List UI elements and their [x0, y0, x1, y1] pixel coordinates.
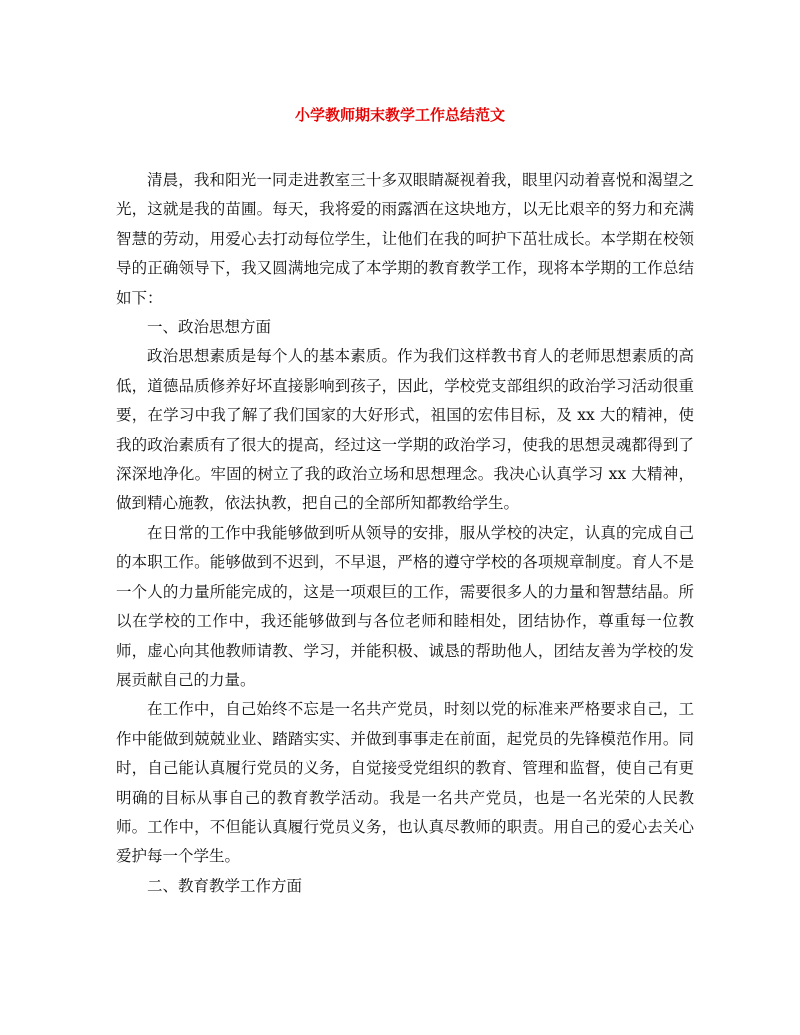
politics-paragraph-3: 在工作中，自己始终不忘是一名共产党员，时刻以党的标准来严格要求自己，工作中能做到兢兢业业、踏踏实实、并做到事事走在前面，起党员的先锋模范作用。同时，自己能认真履行党员的义务，自觉接受党组织的教育、管理和监督，使自己有更明确的目标从事自己的教育教学活动。我是一名共产党员，也是一名光荣的人民教师。工作中，不但能认真履行党员义务，也认真尽教师的职责。用自己的爱心去关心爱护每一个学生。 — [116, 700, 694, 866]
document-body — [116, 166, 694, 901]
section-heading-politics: 一、政治思想方面 — [147, 318, 272, 337]
document-title: 小学教师期末教学工作总结范文 — [294, 106, 505, 124]
section-heading-teaching: 二、教育教学工作方面 — [147, 876, 303, 895]
politics-paragraph-2: 在日常的工作中我能够做到听从领导的安排，服从学校的决定，认真的完成自己的本职工作。能够做到不迟到，不早退，严格的遵守学校的各项规章制度。育人不是一个人的力量所能完成的，这是一项艰巨的工作，需要很多人的力量和智慧结晶。所以在学校的工作中，我还能够做到与各位老师和睦相处，团结协作，尊重每一位教师，虚心向其他教师请教、学习，并能积极、诚恳的帮助他人，团结友善为学校的发展贡献自己的力量。 — [116, 523, 694, 689]
politics-paragraph-1: 政治思想素质是每个人的基本素质。作为我们这样教书育人的老师思想素质的高低，道德品质修养好坏直接影响到孩子，因此，学校党支部组织的政治学习活动很重要，在学习中我了解了我们国家的大好形式，祖国的宏伟目标，及 xx 大的精神，使我的政治素质有了很大的提高，经过这一学期的政治学习，使我的思想灵魂都得到了深深地净化。牢固的树立了我的政治立场和思想理念。我决心认真学习 xx 大精神，做到精心施教，依法执教，把自己的全部所知都教给学生。 — [116, 347, 694, 513]
intro-paragraph: 清晨，我和阳光一同走进教室三十多双眼睛凝视着我，眼里闪动着喜悦和渴望之光，这就是我的苗圃。每天，我将爱的雨露洒在这块地方，以无比艰辛的努力和充满智慧的劳动，用爱心去打动每位学生，让他们在我的呵护下茁壮成长。本学期在校领导的正确领导下，我又圆满地完成了本学期的教育教学工作，现将本学期的工作总结如下： — [116, 171, 694, 307]
